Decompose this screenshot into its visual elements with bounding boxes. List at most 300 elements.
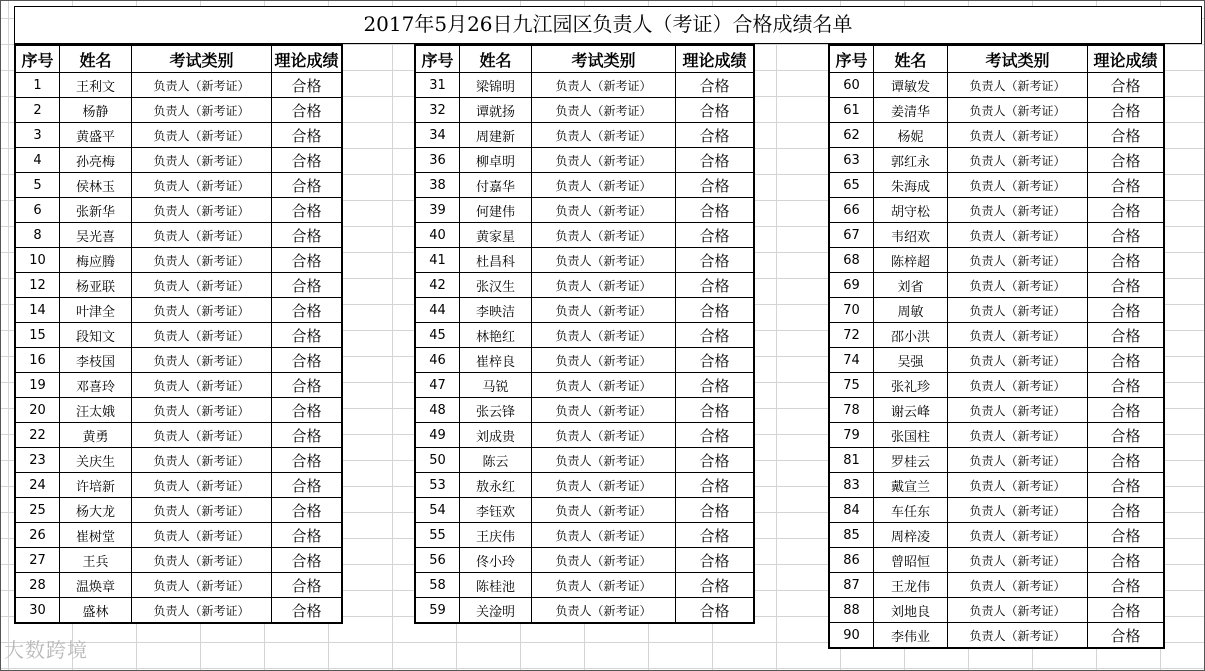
name-cell: 姜清华 (874, 98, 948, 123)
score-cell: 合格 (272, 298, 342, 323)
name-cell: 梅应腾 (60, 248, 132, 273)
table-row (16, 248, 342, 273)
score-cell: 合格 (1088, 348, 1164, 373)
name-cell: 何建伟 (460, 198, 532, 223)
seq-cell: 27 (16, 548, 60, 573)
score-cell: 合格 (676, 323, 754, 348)
table-row (830, 73, 1164, 98)
header-score: 理论成绩 (676, 46, 754, 73)
name-cell: 陈梓超 (874, 248, 948, 273)
category-cell: 负责人（新考证） (532, 523, 676, 548)
seq-cell: 74 (830, 348, 874, 373)
seq-cell: 53 (416, 473, 460, 498)
seq-cell: 45 (416, 323, 460, 348)
name-cell: 刘地良 (874, 598, 948, 623)
table-row (830, 473, 1164, 498)
category-cell: 负责人（新考证） (132, 323, 272, 348)
score-cell: 合格 (676, 73, 754, 98)
table-row (416, 423, 754, 448)
category-cell: 负责人（新考证） (132, 398, 272, 423)
seq-cell: 12 (16, 273, 60, 298)
seq-cell: 61 (830, 98, 874, 123)
score-cell: 合格 (676, 248, 754, 273)
seq-cell: 78 (830, 398, 874, 423)
score-cell: 合格 (272, 423, 342, 448)
seq-cell: 3 (16, 123, 60, 148)
category-cell: 负责人（新考证） (948, 373, 1088, 398)
name-cell: 陈桂池 (460, 573, 532, 598)
category-cell: 负责人（新考证） (948, 623, 1088, 648)
category-cell: 负责人（新考证） (132, 148, 272, 173)
table-row (416, 98, 754, 123)
name-cell: 孙亮梅 (60, 148, 132, 173)
category-cell: 负责人（新考证） (132, 348, 272, 373)
name-cell: 张新华 (60, 198, 132, 223)
table-row (16, 423, 342, 448)
category-cell: 负责人（新考证） (948, 173, 1088, 198)
seq-cell: 36 (416, 148, 460, 173)
seq-cell: 59 (416, 598, 460, 623)
table-row (830, 498, 1164, 523)
category-cell: 负责人（新考证） (948, 423, 1088, 448)
seq-cell: 41 (416, 248, 460, 273)
page-title: 2017年5月26日九江园区负责人（考证）合格成绩名单 (14, 6, 1202, 44)
name-cell: 李钰欢 (460, 498, 532, 523)
name-cell: 罗桂云 (874, 448, 948, 473)
seq-cell: 32 (416, 98, 460, 123)
table-row (416, 398, 754, 423)
header-name: 姓名 (60, 46, 132, 73)
seq-cell: 38 (416, 173, 460, 198)
table-row (416, 573, 754, 598)
table-row (16, 398, 342, 423)
seq-cell: 81 (830, 448, 874, 473)
table-row (416, 248, 754, 273)
category-cell: 负责人（新考证） (132, 173, 272, 198)
category-cell: 负责人（新考证） (532, 123, 676, 148)
table-row (416, 148, 754, 173)
name-cell: 王兵 (60, 548, 132, 573)
name-cell: 黄勇 (60, 423, 132, 448)
seq-cell: 26 (16, 523, 60, 548)
category-cell: 负责人（新考证） (948, 523, 1088, 548)
header-seq: 序号 (416, 46, 460, 73)
seq-cell: 28 (16, 573, 60, 598)
table-row (830, 623, 1164, 648)
category-cell: 负责人（新考证） (532, 73, 676, 98)
seq-cell: 31 (416, 73, 460, 98)
category-cell: 负责人（新考证） (948, 273, 1088, 298)
name-cell: 周建新 (460, 123, 532, 148)
category-cell: 负责人（新考证） (532, 223, 676, 248)
score-cell: 合格 (1088, 498, 1164, 523)
category-cell: 负责人（新考证） (948, 498, 1088, 523)
category-cell: 负责人（新考证） (532, 598, 676, 623)
category-cell: 负责人（新考证） (132, 548, 272, 573)
table-row (830, 98, 1164, 123)
category-cell: 负责人（新考证） (532, 148, 676, 173)
header-score: 理论成绩 (1088, 46, 1164, 73)
table-row (830, 348, 1164, 373)
seq-cell: 65 (830, 173, 874, 198)
name-cell: 段知文 (60, 323, 132, 348)
table-row (416, 298, 754, 323)
category-cell: 负责人（新考证） (948, 473, 1088, 498)
table-row (416, 498, 754, 523)
table-row (830, 398, 1164, 423)
name-cell: 曾昭恒 (874, 548, 948, 573)
score-cell: 合格 (272, 498, 342, 523)
name-cell: 吴光喜 (60, 223, 132, 248)
category-cell: 负责人（新考证） (132, 73, 272, 98)
score-cell: 合格 (676, 223, 754, 248)
seq-cell: 75 (830, 373, 874, 398)
score-cell: 合格 (1088, 423, 1164, 448)
name-cell: 梁锦明 (460, 73, 532, 98)
score-cell: 合格 (676, 373, 754, 398)
score-cell: 合格 (1088, 398, 1164, 423)
score-cell: 合格 (1088, 173, 1164, 198)
seq-cell: 55 (416, 523, 460, 548)
category-cell: 负责人（新考证） (532, 248, 676, 273)
table-row (416, 223, 754, 248)
name-cell: 周敏 (874, 298, 948, 323)
score-cell: 合格 (272, 98, 342, 123)
seq-cell: 2 (16, 98, 60, 123)
name-cell: 林艳红 (460, 323, 532, 348)
score-cell: 合格 (1088, 473, 1164, 498)
score-cell: 合格 (272, 548, 342, 573)
name-cell: 戴宣兰 (874, 473, 948, 498)
score-cell: 合格 (272, 348, 342, 373)
category-cell: 负责人（新考证） (948, 148, 1088, 173)
score-cell: 合格 (1088, 223, 1164, 248)
name-cell: 谭敏发 (874, 73, 948, 98)
table-row (830, 248, 1164, 273)
seq-cell: 86 (830, 548, 874, 573)
roster-block-2 (414, 44, 755, 624)
category-cell: 负责人（新考证） (948, 248, 1088, 273)
table-row (830, 548, 1164, 573)
header-score: 理论成绩 (272, 46, 342, 73)
name-cell: 杨大龙 (60, 498, 132, 523)
table-row (16, 148, 342, 173)
name-cell: 杨静 (60, 98, 132, 123)
name-cell: 柳卓明 (460, 148, 532, 173)
seq-cell: 22 (16, 423, 60, 448)
score-cell: 合格 (676, 98, 754, 123)
table-row (830, 173, 1164, 198)
seq-cell: 10 (16, 248, 60, 273)
table-row (16, 323, 342, 348)
seq-cell: 39 (416, 198, 460, 223)
seq-cell: 90 (830, 623, 874, 648)
name-cell: 杜昌科 (460, 248, 532, 273)
score-cell: 合格 (1088, 123, 1164, 148)
score-cell: 合格 (272, 598, 342, 623)
table-row (16, 173, 342, 198)
header-name: 姓名 (874, 46, 948, 73)
score-cell: 合格 (1088, 248, 1164, 273)
score-cell: 合格 (676, 498, 754, 523)
category-cell: 负责人（新考证） (532, 198, 676, 223)
table-row (830, 523, 1164, 548)
table-row (416, 598, 754, 623)
category-cell: 负责人（新考证） (532, 273, 676, 298)
name-cell: 崔树堂 (60, 523, 132, 548)
name-cell: 车任东 (874, 498, 948, 523)
name-cell: 佟小玲 (460, 548, 532, 573)
category-cell: 负责人（新考证） (532, 498, 676, 523)
seq-cell: 72 (830, 323, 874, 348)
score-cell: 合格 (272, 373, 342, 398)
seq-cell: 1 (16, 73, 60, 98)
score-cell: 合格 (1088, 98, 1164, 123)
category-cell: 负责人（新考证） (532, 173, 676, 198)
seq-cell: 84 (830, 498, 874, 523)
seq-cell: 40 (416, 223, 460, 248)
seq-cell: 42 (416, 273, 460, 298)
seq-cell: 54 (416, 498, 460, 523)
header-name: 姓名 (460, 46, 532, 73)
category-cell: 负责人（新考证） (132, 298, 272, 323)
score-cell: 合格 (272, 448, 342, 473)
seq-cell: 19 (16, 373, 60, 398)
name-cell: 胡守松 (874, 198, 948, 223)
category-cell: 负责人（新考证） (948, 223, 1088, 248)
score-cell: 合格 (272, 523, 342, 548)
seq-cell: 79 (830, 423, 874, 448)
seq-cell: 23 (16, 448, 60, 473)
header-row (16, 46, 342, 73)
score-cell: 合格 (1088, 623, 1164, 648)
name-cell: 敖永红 (460, 473, 532, 498)
category-cell: 负责人（新考证） (132, 423, 272, 448)
score-cell: 合格 (272, 273, 342, 298)
seq-cell: 46 (416, 348, 460, 373)
name-cell: 汪太娥 (60, 398, 132, 423)
name-cell: 郭红永 (874, 148, 948, 173)
header-row (416, 46, 754, 73)
seq-cell: 6 (16, 198, 60, 223)
category-cell: 负责人（新考证） (532, 398, 676, 423)
table-row (16, 123, 342, 148)
table-row (830, 123, 1164, 148)
seq-cell: 83 (830, 473, 874, 498)
category-cell: 负责人（新考证） (132, 373, 272, 398)
table-row (830, 598, 1164, 623)
name-cell: 王利文 (60, 73, 132, 98)
table-row (16, 273, 342, 298)
score-cell: 合格 (1088, 548, 1164, 573)
name-cell: 马锐 (460, 373, 532, 398)
name-cell: 朱海成 (874, 173, 948, 198)
score-cell: 合格 (272, 198, 342, 223)
table-row (416, 173, 754, 198)
category-cell: 负责人（新考证） (948, 448, 1088, 473)
category-cell: 负责人（新考证） (948, 198, 1088, 223)
seq-cell: 68 (830, 248, 874, 273)
score-cell: 合格 (272, 398, 342, 423)
header-category: 考试类别 (532, 46, 676, 73)
seq-cell: 25 (16, 498, 60, 523)
score-cell: 合格 (1088, 573, 1164, 598)
category-cell: 负责人（新考证） (132, 248, 272, 273)
category-cell: 负责人（新考证） (532, 323, 676, 348)
score-cell: 合格 (272, 473, 342, 498)
name-cell: 刘省 (874, 273, 948, 298)
score-cell: 合格 (1088, 523, 1164, 548)
table-row (830, 573, 1164, 598)
category-cell: 负责人（新考证） (132, 473, 272, 498)
category-cell: 负责人（新考证） (132, 523, 272, 548)
name-cell: 黄家星 (460, 223, 532, 248)
score-cell: 合格 (272, 123, 342, 148)
score-cell: 合格 (676, 173, 754, 198)
score-cell: 合格 (1088, 598, 1164, 623)
table-row (416, 73, 754, 98)
table-row (416, 448, 754, 473)
table-row (416, 273, 754, 298)
seq-cell: 69 (830, 273, 874, 298)
seq-cell: 8 (16, 223, 60, 248)
score-cell: 合格 (676, 598, 754, 623)
name-cell: 邓喜玲 (60, 373, 132, 398)
category-cell: 负责人（新考证） (948, 598, 1088, 623)
seq-cell: 60 (830, 73, 874, 98)
category-cell: 负责人（新考证） (948, 323, 1088, 348)
score-cell: 合格 (272, 73, 342, 98)
header-category: 考试类别 (132, 46, 272, 73)
seq-cell: 16 (16, 348, 60, 373)
seq-cell: 14 (16, 298, 60, 323)
name-cell: 盛林 (60, 598, 132, 623)
name-cell: 温焕章 (60, 573, 132, 598)
table-row (16, 198, 342, 223)
category-cell: 负责人（新考证） (532, 423, 676, 448)
table-row (830, 273, 1164, 298)
score-cell: 合格 (676, 273, 754, 298)
score-cell: 合格 (1088, 148, 1164, 173)
category-cell: 负责人（新考证） (948, 348, 1088, 373)
score-cell: 合格 (676, 148, 754, 173)
name-cell: 张礼珍 (874, 373, 948, 398)
seq-cell: 70 (830, 298, 874, 323)
category-cell: 负责人（新考证） (948, 398, 1088, 423)
table-row (830, 423, 1164, 448)
score-cell: 合格 (676, 298, 754, 323)
header-seq: 序号 (830, 46, 874, 73)
score-cell: 合格 (272, 223, 342, 248)
table-row (16, 373, 342, 398)
table-row (830, 373, 1164, 398)
seq-cell: 20 (16, 398, 60, 423)
table-row (16, 223, 342, 248)
category-cell: 负责人（新考证） (132, 198, 272, 223)
name-cell: 王庆伟 (460, 523, 532, 548)
seq-cell: 67 (830, 223, 874, 248)
table-row (16, 73, 342, 98)
seq-cell: 15 (16, 323, 60, 348)
category-cell: 负责人（新考证） (132, 273, 272, 298)
table-row (16, 448, 342, 473)
name-cell: 杨妮 (874, 123, 948, 148)
header-seq: 序号 (16, 46, 60, 73)
name-cell: 张汉生 (460, 273, 532, 298)
table-row (830, 198, 1164, 223)
table-row (830, 298, 1164, 323)
name-cell: 邵小洪 (874, 323, 948, 348)
score-cell: 合格 (1088, 373, 1164, 398)
table-row (16, 498, 342, 523)
table-row (16, 298, 342, 323)
score-cell: 合格 (676, 523, 754, 548)
seq-cell: 24 (16, 473, 60, 498)
seq-cell: 30 (16, 598, 60, 623)
category-cell: 负责人（新考证） (948, 548, 1088, 573)
category-cell: 负责人（新考证） (132, 223, 272, 248)
name-cell: 王龙伟 (874, 573, 948, 598)
score-cell: 合格 (676, 348, 754, 373)
name-cell: 关淦明 (460, 598, 532, 623)
name-cell: 张云锋 (460, 398, 532, 423)
name-cell: 张国柱 (874, 423, 948, 448)
score-cell: 合格 (676, 123, 754, 148)
category-cell: 负责人（新考证） (948, 98, 1088, 123)
table-row (16, 598, 342, 623)
name-cell: 杨亚联 (60, 273, 132, 298)
score-cell: 合格 (272, 573, 342, 598)
score-cell: 合格 (1088, 273, 1164, 298)
category-cell: 负责人（新考证） (532, 98, 676, 123)
table-row (416, 548, 754, 573)
seq-cell: 4 (16, 148, 60, 173)
category-cell: 负责人（新考证） (532, 298, 676, 323)
score-cell: 合格 (272, 173, 342, 198)
name-cell: 刘成贵 (460, 423, 532, 448)
score-cell: 合格 (272, 148, 342, 173)
seq-cell: 44 (416, 298, 460, 323)
table-row (416, 523, 754, 548)
watermark-logo: 大数跨境 (4, 638, 88, 662)
table-row (830, 448, 1164, 473)
score-cell: 合格 (1088, 323, 1164, 348)
score-cell: 合格 (676, 548, 754, 573)
seq-cell: 5 (16, 173, 60, 198)
table-row (416, 348, 754, 373)
table-row (830, 223, 1164, 248)
header-row (830, 46, 1164, 73)
score-cell: 合格 (272, 323, 342, 348)
name-cell: 周梓凌 (874, 523, 948, 548)
table-row (416, 123, 754, 148)
table-row (16, 348, 342, 373)
category-cell: 负责人（新考证） (532, 348, 676, 373)
name-cell: 李伟业 (874, 623, 948, 648)
name-cell: 谢云峰 (874, 398, 948, 423)
category-cell: 负责人（新考证） (132, 98, 272, 123)
name-cell: 许培新 (60, 473, 132, 498)
roster-block-1 (14, 44, 343, 624)
seq-cell: 66 (830, 198, 874, 223)
name-cell: 崔梓良 (460, 348, 532, 373)
roster-table-2 (415, 45, 754, 623)
score-cell: 合格 (676, 423, 754, 448)
table-row (16, 473, 342, 498)
table-row (830, 323, 1164, 348)
table-row (16, 98, 342, 123)
name-cell: 李枝国 (60, 348, 132, 373)
